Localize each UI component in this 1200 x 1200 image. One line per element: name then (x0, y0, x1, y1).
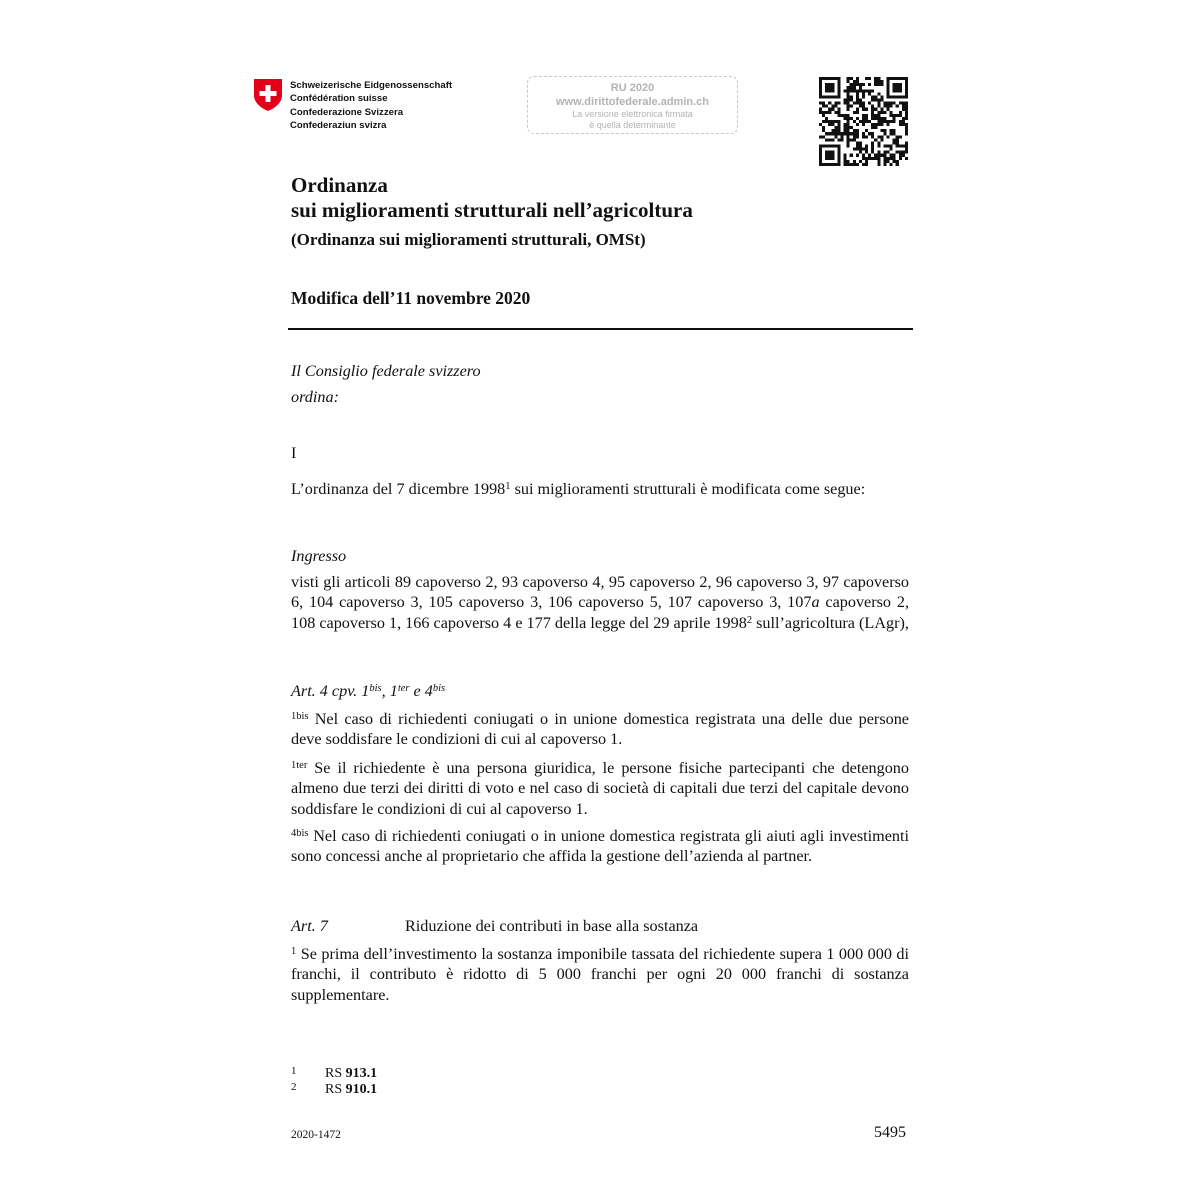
art4-heading (291, 681, 445, 701)
art4-heading-sup-1: bis (369, 683, 382, 694)
footnote-number: 2 (291, 1081, 297, 1093)
document-id: 2020-1472 (291, 1129, 341, 1141)
paragraph-text: Se prima dell’investimento la sostanza imponibile tassata del richiedente supera 1 000 000 di franchi, il contributo è ridotto di 5 000 franchi per ogni 20 000 franchi di sostanza supplementare. (291, 945, 909, 1004)
paragraph-number: 1bis (291, 711, 309, 722)
name-rm: Confederaziun svizra (290, 119, 387, 131)
art4-paragraph-1ter (291, 758, 909, 819)
section-i-text-end: sui miglioramenti strutturali è modificata come segue: (510, 480, 866, 498)
paragraph-text: Se il richiedente è una persona giuridica, le persone fisiche partecipanti che detengono almeno due terzi dei diritti di voto e nel caso di società di capitali due terzi del capitale devono soddisfare le condizioni di cui al capoverso 1. (291, 759, 909, 818)
ingresso-paragraph (291, 572, 909, 633)
title-line-2: sui miglioramenti strutturali nell’agricoltura (291, 198, 693, 222)
art4-heading-sup-3: bis (432, 683, 446, 694)
section-numeral: I (291, 444, 297, 462)
section-i-text-start: L’ordinanza del 7 dicembre 1998 (291, 480, 506, 498)
intro-council: Il Consiglio federale svizzero (291, 362, 481, 380)
footnote-ref-1[interactable]: 1 (505, 481, 511, 492)
footnote-prefix: RS (325, 1066, 346, 1081)
paragraph-number: 1 (291, 946, 297, 957)
swiss-shield-icon (253, 78, 283, 112)
paragraph-text: Nel caso di richiedenti coniugati o in unione domestica registrata gli aiuti agli investimenti sono concessi anche al proprietario che affida la gestione dell’azienda al partner. (291, 827, 909, 866)
footnote-2 (291, 1079, 377, 1098)
art4-heading-part-3: e 4 (409, 682, 433, 700)
art7-paragraph-1 (291, 944, 909, 1005)
paragraph-text: Nel caso di richiedenti coniugati o in unione domestica registrata una delle due persone deve soddisfare le condizioni di cui al capoverso 1. (291, 710, 909, 749)
publication-stamp (527, 76, 738, 134)
stamp-line-1: RU 2020 (610, 82, 655, 94)
swiss-emblem (253, 78, 283, 117)
footnote-prefix: RS (325, 1082, 346, 1097)
art4-heading-part-2: , 1 (381, 682, 398, 700)
art7-label: Art. 7 (291, 917, 328, 935)
art4-heading-sup-2: ter (397, 683, 410, 694)
footnote-ref-2[interactable]: 2 (746, 614, 753, 626)
title-divider (288, 328, 913, 330)
qr-code (819, 77, 908, 171)
art7-title: Riduzione dei contributi in base alla sostanza (405, 917, 699, 935)
stamp-line-2: www.dirittofederale.admin.ch (555, 96, 709, 108)
art4-heading-part-1: Art. 4 cpv. 1 (291, 682, 370, 700)
title-abbreviation: (Ordinanza sui miglioramenti strutturali, OMSt) (291, 230, 646, 249)
ingresso-text-1: visti gli articoli 89 capoverso 2, 93 capoverso 4, 95 capoverso 2, 96 capoverso 3, 97 capoverso 6, 104 capoverso 3, 105 capoverso 3, 106 capoverso 5, 107 capoverso 3, 107 (291, 573, 909, 612)
paragraph-number: 1ter (291, 760, 308, 771)
ingresso-text-italic: a (811, 593, 820, 612)
art4-paragraph-1bis (291, 709, 909, 750)
stamp-line-3: La versione elettronica firmata (572, 109, 693, 119)
confederation-names (290, 79, 452, 132)
qr-code-icon (819, 77, 908, 166)
ingresso-text-2: capoverso 2, 108 capoverso 1, 166 capoverso 4 e 177 della legge del 29 aprile 1998 (291, 593, 909, 632)
name-fr: Confédération suisse (290, 93, 388, 105)
ingresso-heading: Ingresso (291, 547, 347, 565)
name-de: Schweizerische Eidgenossenschaft (290, 80, 453, 91)
stamp-line-4: è quella determinante (589, 120, 676, 130)
footnote-reference: 910.1 (345, 1082, 378, 1097)
ingresso-text-3: sull’agricoltura (LAgr), (752, 613, 909, 632)
amendment-date: Modifica dell’11 novembre 2020 (291, 288, 531, 308)
paragraph-number: 4bis (291, 828, 309, 839)
art4-paragraph-4bis (291, 826, 909, 867)
name-it: Confederazione Svizzera (290, 106, 404, 118)
title-line-1: Ordinanza (291, 173, 388, 197)
section-i-paragraph (291, 479, 909, 499)
page-number: 5495 (874, 1124, 906, 1141)
footnote-number: 1 (291, 1065, 297, 1077)
footnote-reference: 913.1 (345, 1066, 378, 1081)
intro-ordina: ordina: (291, 388, 339, 406)
